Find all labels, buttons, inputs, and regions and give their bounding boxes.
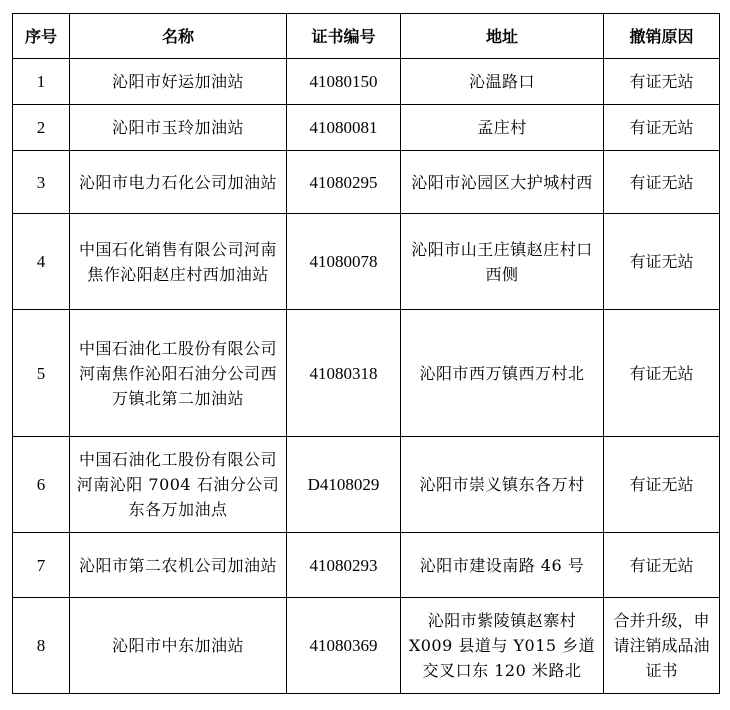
cell-reason: 有证无站	[604, 437, 720, 533]
cell-address: 沁阳市建设南路 46 号	[401, 533, 604, 598]
cell-address: 沁阳市崇义镇东各万村	[401, 437, 604, 533]
cell-cert: 41080081	[287, 105, 401, 151]
cell-no: 2	[13, 105, 70, 151]
header-name: 名称	[70, 14, 287, 59]
table-row	[13, 598, 720, 694]
cell-cert: D4108029	[287, 437, 401, 533]
cell-cert: 41080318	[287, 310, 401, 437]
cell-cert: 41080295	[287, 151, 401, 214]
table-row	[13, 310, 720, 437]
cell-name: 沁阳市好运加油站	[70, 59, 287, 105]
cell-address: 沁阳市紫陵镇赵寨村 X009 县道与 Y015 乡道交叉口东 120 米路北	[401, 598, 604, 694]
table-row	[13, 59, 720, 105]
cell-name: 中国石油化工股份有限公司河南焦作沁阳石油分公司西万镇北第二加油站	[70, 310, 287, 437]
cell-reason: 有证无站	[604, 310, 720, 437]
cell-address: 沁阳市西万镇西万村北	[401, 310, 604, 437]
header-no: 序号	[13, 14, 70, 59]
cell-reason: 合并升级，申请注销成品油证书	[604, 598, 720, 694]
cell-address: 沁阳市山王庄镇赵庄村口西侧	[401, 214, 604, 310]
cell-name: 中国石油化工股份有限公司河南沁阳 7004 石油分公司东各万加油点	[70, 437, 287, 533]
cell-address: 孟庄村	[401, 105, 604, 151]
table-row	[13, 214, 720, 310]
table-row	[13, 151, 720, 214]
cell-cert: 41080293	[287, 533, 401, 598]
header-address: 地址	[401, 14, 604, 59]
cell-cert: 41080078	[287, 214, 401, 310]
table-row	[13, 533, 720, 598]
cell-reason: 有证无站	[604, 59, 720, 105]
table-header-row	[13, 14, 720, 59]
cell-address: 沁温路口	[401, 59, 604, 105]
cell-no: 1	[13, 59, 70, 105]
cell-cert: 41080369	[287, 598, 401, 694]
cell-no: 5	[13, 310, 70, 437]
table-row	[13, 105, 720, 151]
cell-address: 沁阳市沁园区大护城村西	[401, 151, 604, 214]
cell-no: 4	[13, 214, 70, 310]
cell-cert: 41080150	[287, 59, 401, 105]
cell-name: 沁阳市中东加油站	[70, 598, 287, 694]
cell-no: 6	[13, 437, 70, 533]
cell-reason: 有证无站	[604, 151, 720, 214]
cell-reason: 有证无站	[604, 214, 720, 310]
revocation-table	[12, 13, 720, 694]
cell-no: 7	[13, 533, 70, 598]
table-row	[13, 437, 720, 533]
header-cert: 证书编号	[287, 14, 401, 59]
cell-reason: 有证无站	[604, 533, 720, 598]
cell-no: 3	[13, 151, 70, 214]
cell-no: 8	[13, 598, 70, 694]
cell-reason: 有证无站	[604, 105, 720, 151]
cell-name: 沁阳市玉玲加油站	[70, 105, 287, 151]
header-reason: 撤销原因	[604, 14, 720, 59]
cell-name: 中国石化销售有限公司河南焦作沁阳赵庄村西加油站	[70, 214, 287, 310]
cell-name: 沁阳市电力石化公司加油站	[70, 151, 287, 214]
cell-name: 沁阳市第二农机公司加油站	[70, 533, 287, 598]
